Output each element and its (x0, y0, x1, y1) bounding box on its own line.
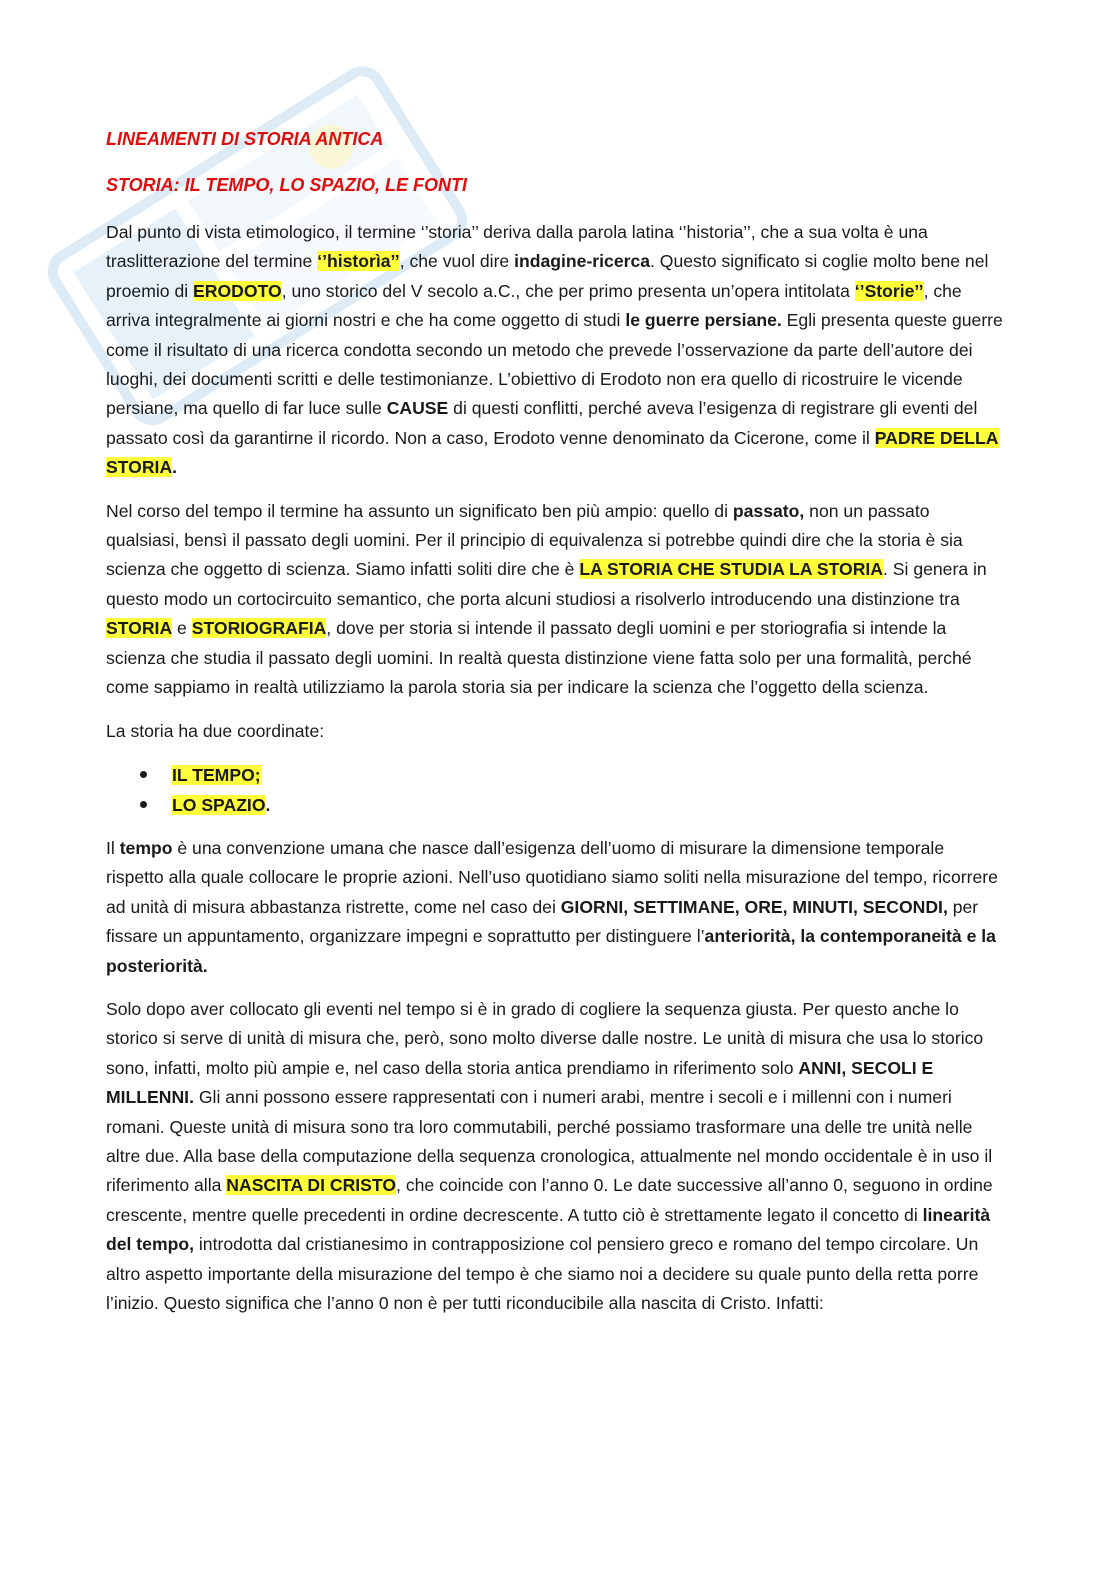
highlight-padre-della-storia: PADRE DELLA STORIA (106, 427, 999, 478)
bold-tempo: tempo (119, 837, 173, 858)
highlight-historia: ‘’historìa’’ (317, 251, 400, 272)
highlight-storia-che-studia: LA STORIA CHE STUDIA LA STORIA (579, 559, 884, 580)
paragraph-sequenza-cronologica: Solo dopo aver collocato gli eventi nel tempo si è in grado di cogliere la sequenza giusta. Per questo anche lo storico si serve di unità di misura che, però, sono molto diverse dalle nostre. Le unità di misura che usa lo storico sono, infatti, molto più ampie e, nel caso della storia antica prendiamo in riferimento solo ANNI, SECOLI E MILLENNI. Gli anni possono essere rappresentati con i numeri arabi, mentre i secoli e i millenni con i numeri romani. Queste unità di misura sono tra loro commutabili, perché possiamo trasformare una delle tre unità nelle altre due. Alla base della computazione della sequenza cronologica, attualmente nel mondo occidentale è in uso il riferimento alla NASCITA DI CRISTO, che coincide con l’anno 0. Le date successive all’anno 0, seguono in ordine crescente, mentre quelle precedenti in ordine decrescente. A tutto ciò è strettamente legato il concetto di linearità del tempo, introdotta dal cristianesimo in contrapposizione col pensiero greco e romano del tempo circolare. Un altro aspetto importante della misurazione del tempo è che siamo noi a decidere su quale punto della retta porre l’inizio. Questo significa che l’anno 0 non è per tutti riconducibile alla nascita di Cristo. Infatti: (106, 998, 993, 1313)
bold-guerre-persiane: le guerre persiane. (625, 310, 782, 331)
paragraph-tempo: Il tempo è una convenzione umana che nasce dall’esigenza dell’uomo di misurare la dimensione temporale rispetto alla quale collocare le proprie azioni. Nell’uso quotidiano siamo soliti nella misurazione del tempo, ricorrere ad unità di misura abbastanza ristrette, come nel caso dei GIORNI, SETTIMANE, ORE, MINUTI, SECONDI, per fissare un appuntamento, organizzare impegni e soprattutto per distinguere l’anteriorità, la contemporaneità e la posteriorità. (106, 837, 998, 976)
document-page (106, 128, 1006, 1332)
section-title: STORIA: IL TEMPO, LO SPAZIO, LE FONTI (106, 175, 468, 195)
paragraph-storia-storiografia: Nel corso del tempo il termine ha assunto un significato ben più ampio: quello di passato, non un passato qualsiasi, bensì il passato degli uomini. Per il principio di equivalenza si potrebbe quindi dire che la storia è sia scienza che oggetto di scienza. Siamo infatti soliti dire che è LA STORIA CHE STUDIA LA STORIA. Si genera in questo modo un cortocircuito semantico, che porta alcuni studiosi a risolverlo introducendo una distinzione tra STORIA e STORIOGRAFIA, dove per storia si intende il passato degli uomini e per storiografia si intende la scienza che studia il passato degli uomini. In realtà questa distinzione viene fatta solo per una formalità, perché come sappiamo in realtà utilizziamo la parola storia sia per indicare la scienza che l’oggetto della scienza. (106, 500, 987, 698)
highlight-erodoto: ERODOTO (193, 280, 282, 301)
bold-anteriorita: anteriorità, la contemporaneità e la posteriorità. (106, 926, 996, 976)
bold-anni-secoli-millenni: ANNI, SECOLI E MILLENNI. (106, 1057, 934, 1108)
highlight-storie: ‘’Storie’’ (854, 280, 924, 301)
bullet-icon (140, 771, 147, 778)
coordinates-list (140, 760, 1006, 820)
highlight-storiografia: STORIOGRAFIA (191, 618, 327, 639)
bold-unita-misura: GIORNI, SETTIMANE, ORE, MINUTI, SECONDI, (560, 896, 948, 917)
bold-cause: CAUSE (386, 398, 449, 419)
highlight-nascita-di-cristo: NASCITA DI CRISTO (226, 1175, 397, 1196)
highlight-storia: STORIA (106, 618, 173, 639)
document-title: LINEAMENTI DI STORIA ANTICA (106, 129, 384, 149)
paragraph-etymology: Dal punto di vista etimologico, il termine ‘’storia’’ deriva dalla parola latina ‘’historia’’, che a sua volta è una traslitterazione del termine ‘’historìa’’, che vuol dire indagine-ricerca. Questo significato si coglie molto bene nel proemio di ERODOTO, uno storico del V secolo a.C., che per primo presenta un’opera intitolata ‘’Storie’’, che arriva integralmente ai giorni nostri e che ha come oggetto di studi le guerre persiane. Egli presenta queste guerre come il risultato di una ricerca condotta secondo un metodo che prevede l’osservazione da parte dell’autore dei luoghi, dei documenti scritti e delle testimonianze. L’obiettivo di Erodoto non era quello di ricostruire le vicende persiane, ma quello di far luce sulle CAUSE di questi conflitti, perché aveva l’esigenza di registrare gli eventi del passato così da garantirne il ricordo. Non a caso, Erodoto venne denominato da Cicerone, come il PADRE DELLA STORIA. (106, 222, 1003, 478)
bold-passato: passato, (732, 500, 805, 521)
list-item: IL TEMPO; (140, 760, 1006, 790)
bold-indagine-ricerca: indagine-ricerca (514, 251, 651, 272)
list-item: LO SPAZIO. (140, 790, 1006, 820)
bullet-icon (140, 801, 147, 808)
paragraph-coordinate-intro: La storia ha due coordinate: (106, 720, 325, 741)
bold-linearita-tempo: linearità del tempo, (106, 1204, 991, 1255)
